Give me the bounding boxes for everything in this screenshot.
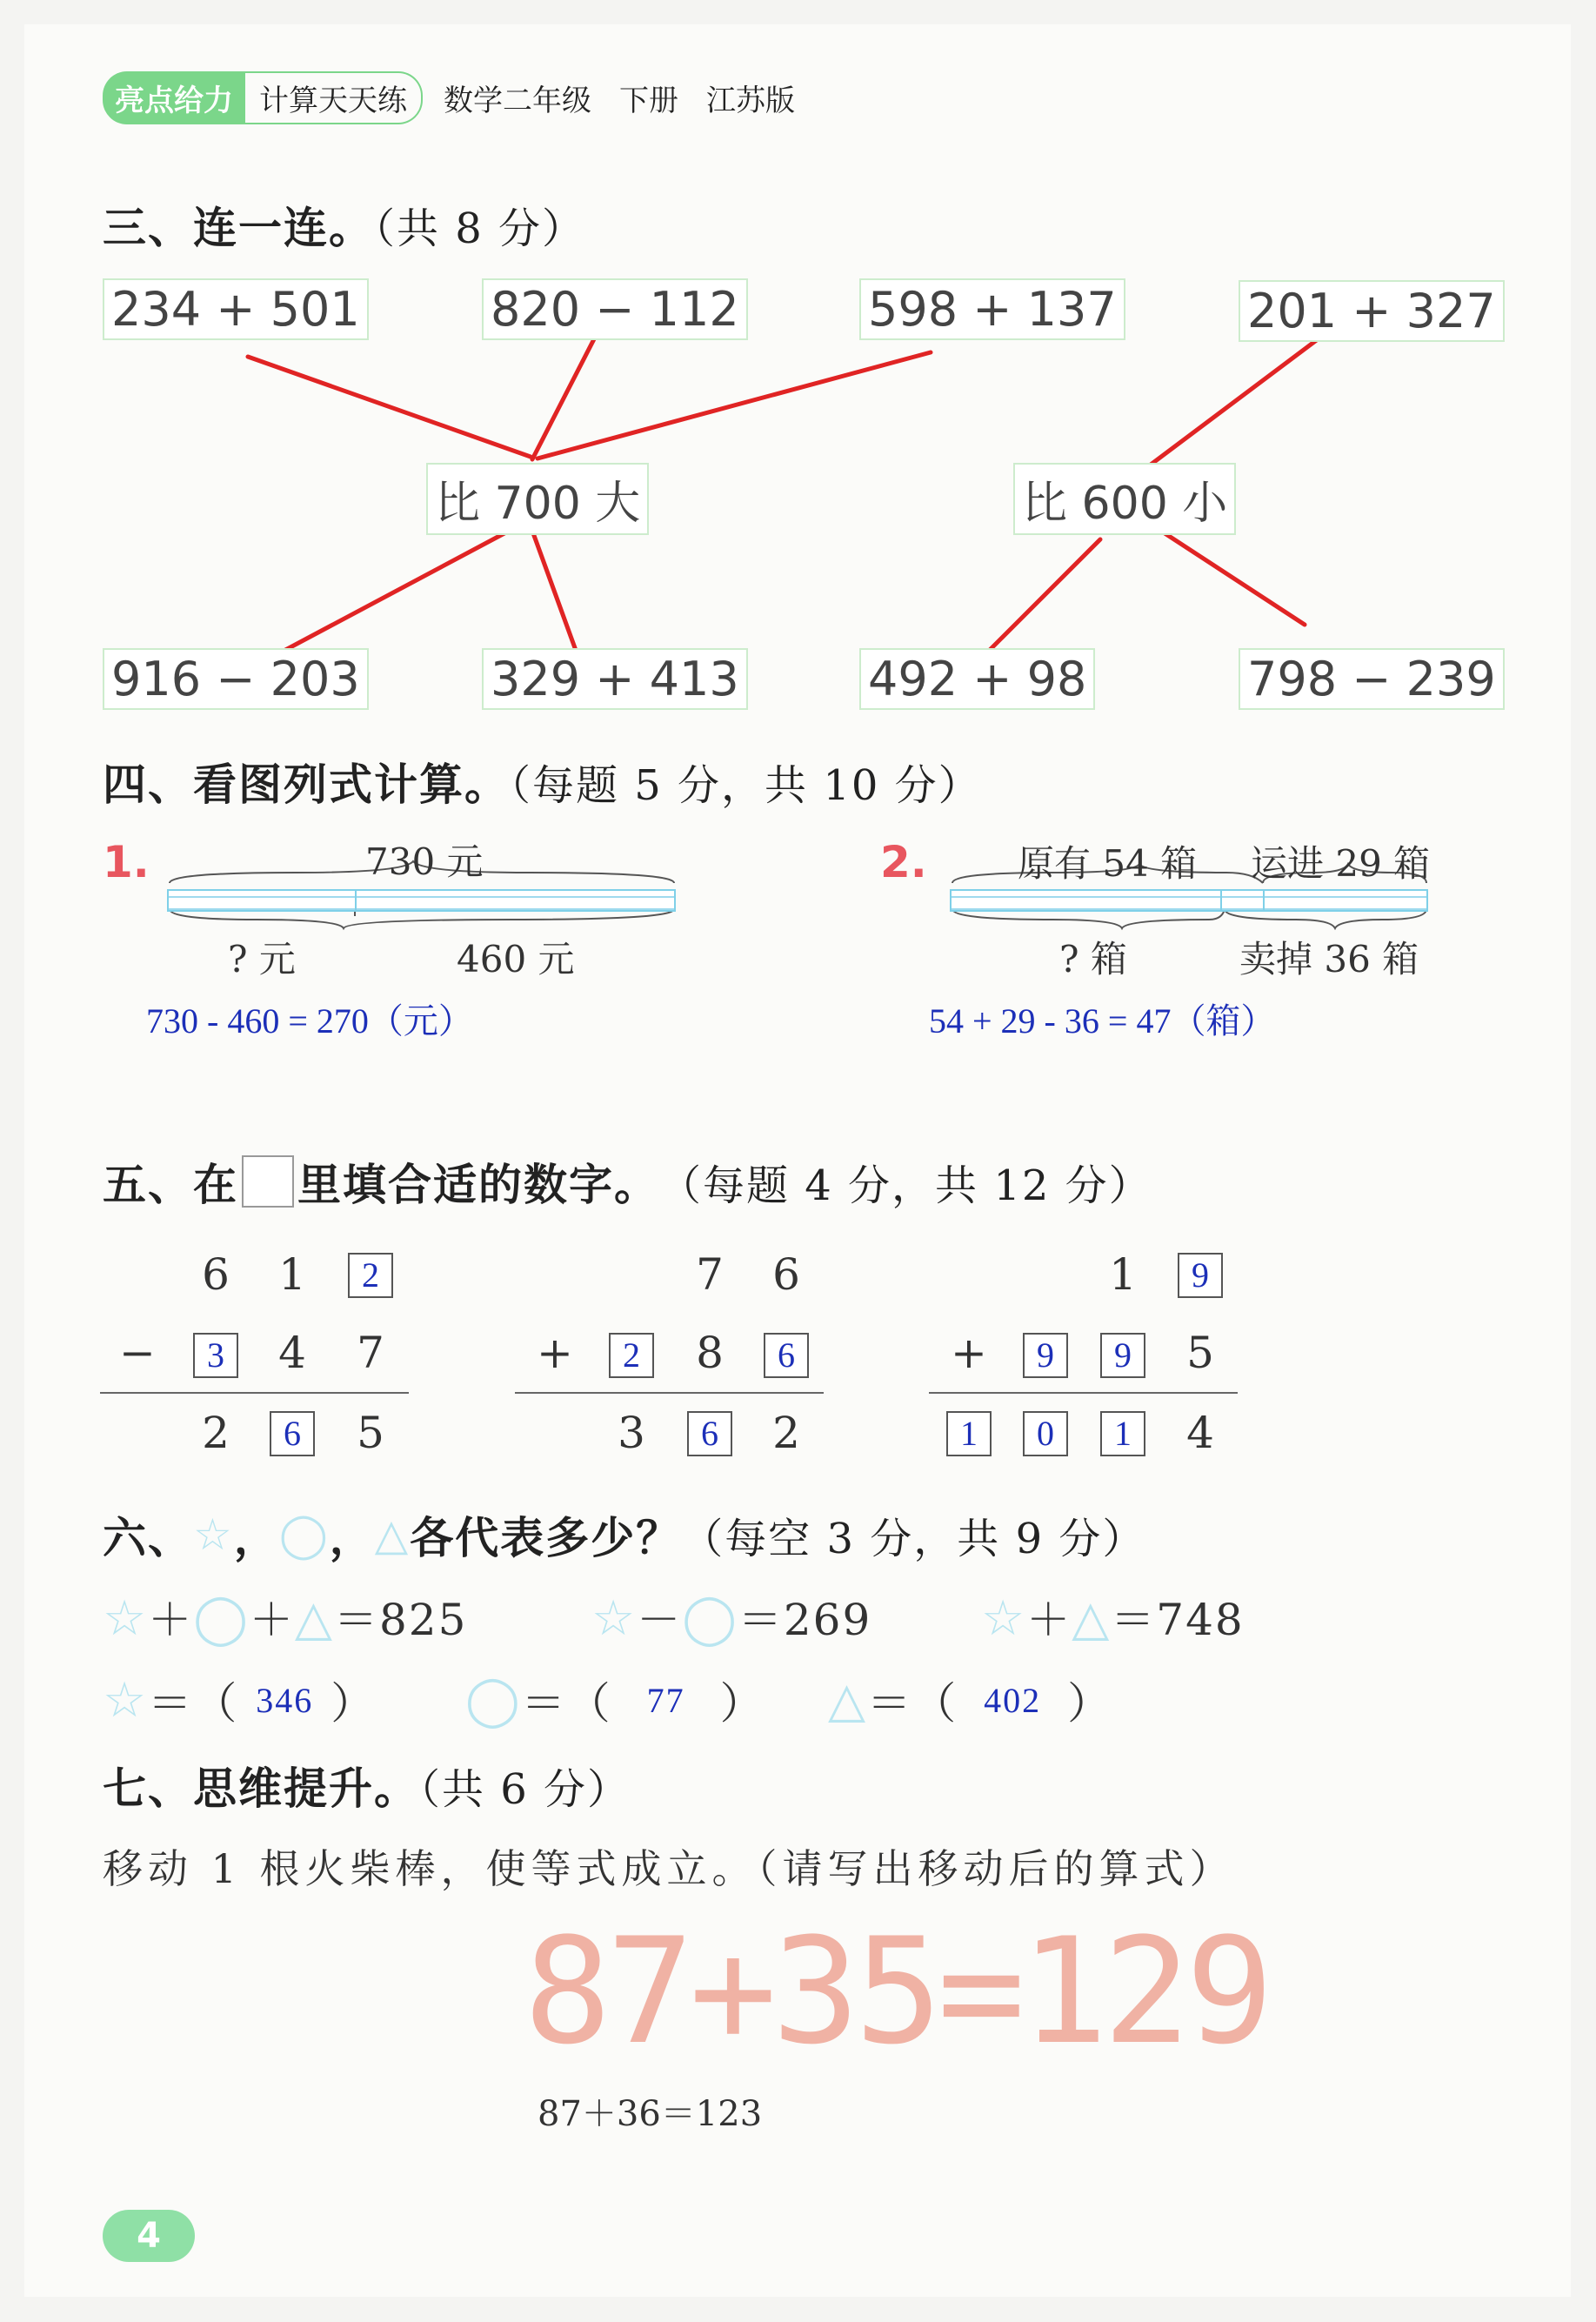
expr-bottom-3: 492 + 98 — [859, 648, 1095, 710]
star-icon: ☆ — [591, 1590, 638, 1647]
expr-bottom-2: 329 + 413 — [482, 648, 748, 710]
line-201-327 — [1126, 339, 1318, 483]
q2-number: 2. — [880, 837, 927, 887]
p3-r2-d3: 5 — [1186, 1328, 1214, 1378]
p1-rule — [100, 1392, 409, 1394]
p3-r3-box3: 1 — [1100, 1411, 1145, 1456]
blank-box-icon — [242, 1155, 294, 1208]
q1-left-label: ? 元 — [228, 938, 296, 980]
p1-r1-d2: 1 — [278, 1249, 306, 1300]
section4-score: （每题 5 分，共 10 分） — [510, 761, 982, 810]
compare-lt-600: 比 600 小 — [1013, 463, 1236, 535]
answer-triangle-close: ） — [1067, 1678, 1113, 1729]
p3-r3-box1: 1 — [946, 1411, 992, 1456]
p3-r1-box: 9 — [1178, 1253, 1223, 1298]
q2-bar-divider-2 — [1263, 889, 1265, 912]
triangle-icon: △ — [1072, 1590, 1112, 1647]
p1-r1-d1: 6 — [202, 1249, 230, 1300]
p1-r2-d3: 7 — [357, 1328, 384, 1378]
star-icon: ☆ — [193, 1509, 234, 1560]
circle-icon: ◯ — [193, 1590, 250, 1647]
edition: 江苏版 — [706, 83, 795, 118]
p1-r2-d2: 4 — [278, 1328, 306, 1378]
expr-bottom-1: 916 − 203 — [103, 648, 369, 710]
p1-op: − — [119, 1328, 156, 1378]
section6-title: 六、 ☆ ， ◯ ， △ 各代表多少？ （每空 3 分，共 9 分） — [103, 1503, 1145, 1566]
q1-bar-divider — [355, 889, 357, 912]
answer-circle-value: 77 — [646, 1680, 685, 1720]
section7-prompt: 移动 1 根火柴棒，使等式成立。（请写出移动后的算式） — [103, 1845, 1235, 1892]
p1-r3-d3: 5 — [357, 1408, 384, 1458]
star-icon: ☆ — [103, 1590, 149, 1647]
page-number: 4 — [103, 2210, 195, 2262]
expr-top-2: 820 − 112 — [482, 278, 748, 340]
matchstick-equation-text: 87+35=129 — [524, 1906, 1269, 2077]
answer-circle — [465, 1669, 765, 1731]
answer-star-value: 346 — [256, 1680, 314, 1720]
section7-heading: 七、思维提升。 — [103, 1763, 419, 1814]
line-820-112 — [532, 331, 598, 459]
p2-r1-d1: 7 — [696, 1249, 724, 1300]
subject: 数学二年级 — [444, 83, 591, 118]
section7-score: （共 6 分） — [419, 1765, 631, 1814]
expr-top-3: 598 + 137 — [859, 278, 1125, 340]
series-name: 计算天天练 — [245, 71, 423, 124]
p2-r3-d3: 2 — [772, 1408, 800, 1458]
section3-heading: 三、连一连。 — [103, 203, 374, 253]
answer-triangle — [828, 1669, 1112, 1731]
section4-title — [103, 750, 982, 813]
section5-heading-a: 五、在 — [103, 1160, 238, 1210]
p3-r3-box2: 0 — [1023, 1411, 1068, 1456]
q1-number: 1. — [103, 837, 150, 887]
q1-answer: 730 - 460 = 270（元） — [146, 1001, 473, 1041]
circle-icon: ◯ — [278, 1509, 330, 1560]
q2-bar — [950, 889, 1428, 912]
expr-top-1: 234 + 501 — [103, 278, 369, 340]
brand-badge: 亮点给力 — [103, 71, 245, 124]
p1-r2-box: 3 — [193, 1333, 238, 1378]
equation-2: ☆－◯＝269 — [591, 1590, 872, 1647]
p2-op: + — [537, 1328, 573, 1378]
q2-answer: 54 + 29 - 36 = 47（箱） — [929, 1001, 1276, 1041]
answer-star-open: ＝（ — [148, 1678, 239, 1729]
section3-score: （共 8 分） — [374, 204, 586, 253]
q1-bar — [167, 889, 676, 912]
q2-bottom-left-label: ? 箱 — [1059, 938, 1127, 980]
compare-gt-700: 比 700 大 — [426, 463, 649, 535]
p2-r3-d1: 3 — [618, 1408, 645, 1458]
q2-top-left-label: 原有 54 箱 — [1018, 842, 1198, 885]
equation-3: ☆＋△＝748 — [981, 1590, 1245, 1647]
p1-r1-box: 2 — [348, 1253, 393, 1298]
q2-bar-divider-1 — [1220, 889, 1222, 912]
q1-right-label: 460 元 — [457, 938, 575, 980]
expr-top-4: 201 + 327 — [1239, 280, 1505, 342]
line-598-137 — [538, 352, 931, 458]
section6-heading-a: 六、 — [103, 1513, 193, 1563]
p3-r3-d4: 4 — [1186, 1408, 1214, 1458]
line-798-239 — [1157, 528, 1305, 625]
p2-r2-d2: 8 — [696, 1328, 724, 1378]
triangle-icon: △ — [828, 1671, 868, 1729]
star-icon: ☆ — [103, 1671, 149, 1729]
triangle-icon: △ — [374, 1509, 411, 1560]
p3-r1-d1: 1 — [1109, 1249, 1137, 1300]
equation-2-value: ＝269 — [738, 1595, 872, 1645]
triangle-icon: △ — [294, 1590, 334, 1647]
equation-1-value: ＝825 — [333, 1595, 468, 1645]
p1-r3-box: 6 — [270, 1411, 315, 1456]
q2-top-right-label: 运进 29 箱 — [1251, 842, 1431, 885]
equation-1: ☆＋◯＋△＝825 — [103, 1590, 468, 1647]
p2-r3-box: 6 — [687, 1411, 732, 1456]
section5-heading-b: 里填合适的数字。 — [297, 1160, 659, 1210]
matchstick-equation — [524, 1906, 1269, 2077]
answer-star-close: ） — [331, 1678, 377, 1729]
answer-circle-open: ＝（ — [521, 1678, 612, 1729]
answer-triangle-value: 402 — [984, 1680, 1042, 1720]
circle-icon: ◯ — [465, 1671, 522, 1729]
section7-answer: 87＋36＝123 — [538, 2094, 763, 2134]
p3-op: + — [951, 1328, 987, 1378]
p2-r2-box2: 6 — [764, 1333, 809, 1378]
section5-score: （每题 4 分，共 12 分） — [659, 1161, 1152, 1210]
section6-heading-b: 各代表多少？ — [410, 1513, 682, 1563]
section4-heading: 四、看图列式计算。 — [103, 760, 510, 810]
star-icon: ☆ — [981, 1590, 1027, 1647]
line-492-98 — [978, 539, 1100, 661]
p2-rule — [515, 1392, 824, 1394]
circle-icon: ◯ — [682, 1590, 738, 1647]
p2-r1-d2: 6 — [772, 1249, 800, 1300]
answer-star — [103, 1669, 376, 1731]
equation-3-value: ＝748 — [1111, 1595, 1245, 1645]
line-234-501 — [248, 357, 531, 457]
p1-r3-d1: 2 — [202, 1408, 230, 1458]
answer-circle-close: ） — [719, 1678, 765, 1729]
p2-r2-box1: 2 — [609, 1333, 654, 1378]
section5-title — [103, 1150, 1152, 1213]
q1-total-label: 730 元 — [365, 840, 484, 883]
section6-score: （每空 3 分，共 9 分） — [681, 1514, 1146, 1563]
answer-triangle-open: ＝（ — [867, 1678, 958, 1729]
p3-r2-box1: 9 — [1023, 1333, 1068, 1378]
expr-bottom-4: 798 − 239 — [1239, 648, 1505, 710]
section7-title — [103, 1754, 631, 1817]
p3-r2-box2: 9 — [1100, 1333, 1145, 1378]
p3-rule — [929, 1392, 1238, 1394]
q2-bottom-right-label: 卖掉 36 箱 — [1239, 938, 1419, 980]
volume: 下册 — [619, 83, 678, 118]
